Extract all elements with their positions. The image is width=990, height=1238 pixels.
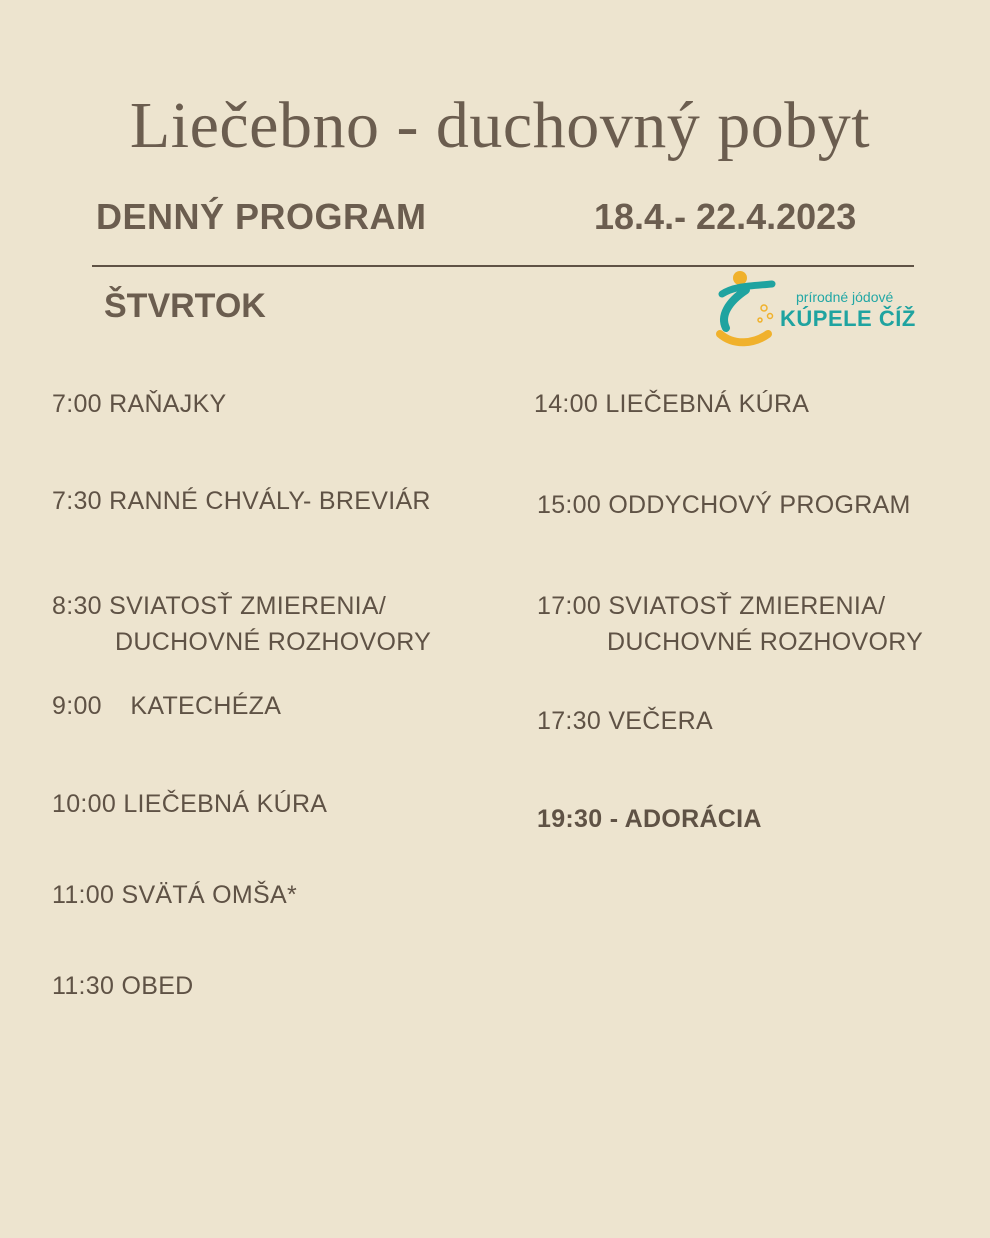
page-title: Liečebno - duchovný pobyt — [129, 89, 871, 162]
schedule-activity: RANNÉ CHVÁLY- BREVIÁR — [109, 487, 431, 515]
day-heading: ŠTVRTOK — [104, 287, 266, 325]
schedule-activity: KATECHÉZA — [130, 692, 282, 720]
schedule-item — [534, 390, 809, 419]
schedule-activity-line2: DUCHOVNÉ ROZHOVORY — [607, 628, 924, 656]
schedule-item — [52, 390, 227, 419]
schedule-activity: SVÄTÁ OMŠA* — [121, 881, 298, 909]
schedule-time: 11:30 — [52, 972, 115, 1000]
schedule-item-highlight — [537, 805, 762, 834]
schedule-time: 14:00 — [534, 390, 599, 418]
schedule-activity: RAŇAJKY — [109, 390, 227, 418]
schedule-time: 10:00 — [52, 790, 117, 818]
schedule-item — [52, 692, 281, 721]
schedule-activity: SVIATOSŤ ZMIERENIA/ — [608, 592, 886, 620]
logo-figure-icon — [716, 268, 782, 348]
logo-tagline: prírodné jódové — [796, 289, 894, 305]
date-range: 18.4.- 22.4.2023 — [594, 196, 857, 237]
schedule-time: 11:00 — [52, 881, 115, 909]
schedule-item — [537, 592, 885, 621]
divider — [92, 265, 914, 267]
schedule-time: 7:00 — [52, 390, 102, 418]
schedule-item — [52, 972, 194, 1001]
schedule-time: 8:30 — [52, 592, 102, 620]
schedule-activity: SVIATOSŤ ZMIERENIA/ — [109, 592, 387, 620]
schedule-item — [52, 790, 327, 819]
schedule-time: 15:00 — [537, 491, 602, 519]
schedule-time: 17:30 — [537, 707, 602, 735]
schedule-activity: VEČERA — [608, 707, 713, 735]
schedule-item — [52, 592, 386, 621]
schedule-time: 17:00 — [537, 592, 602, 620]
program-label: DENNÝ PROGRAM — [96, 196, 427, 237]
schedule-item — [52, 487, 431, 516]
schedule-activity: LIEČEBNÁ KÚRA — [123, 790, 328, 818]
schedule-time: 7:30 — [52, 487, 102, 515]
schedule-time: 19:30 — [537, 805, 603, 833]
schedule-activity-line2: DUCHOVNÉ ROZHOVORY — [115, 628, 432, 656]
schedule-activity: - ADORÁCIA — [609, 805, 762, 833]
logo-brand: KÚPELE ČÍŽ — [780, 306, 916, 331]
schedule-time: 9:00 — [52, 692, 102, 720]
schedule-activity: ODDYCHOVÝ PROGRAM — [608, 491, 911, 519]
schedule-item — [537, 707, 713, 736]
schedule-item — [52, 881, 297, 910]
schedule-activity: LIEČEBNÁ KÚRA — [605, 390, 810, 418]
kupele-ciz-logo — [716, 268, 926, 348]
schedule-activity: OBED — [121, 972, 194, 1000]
schedule-item — [537, 491, 911, 520]
